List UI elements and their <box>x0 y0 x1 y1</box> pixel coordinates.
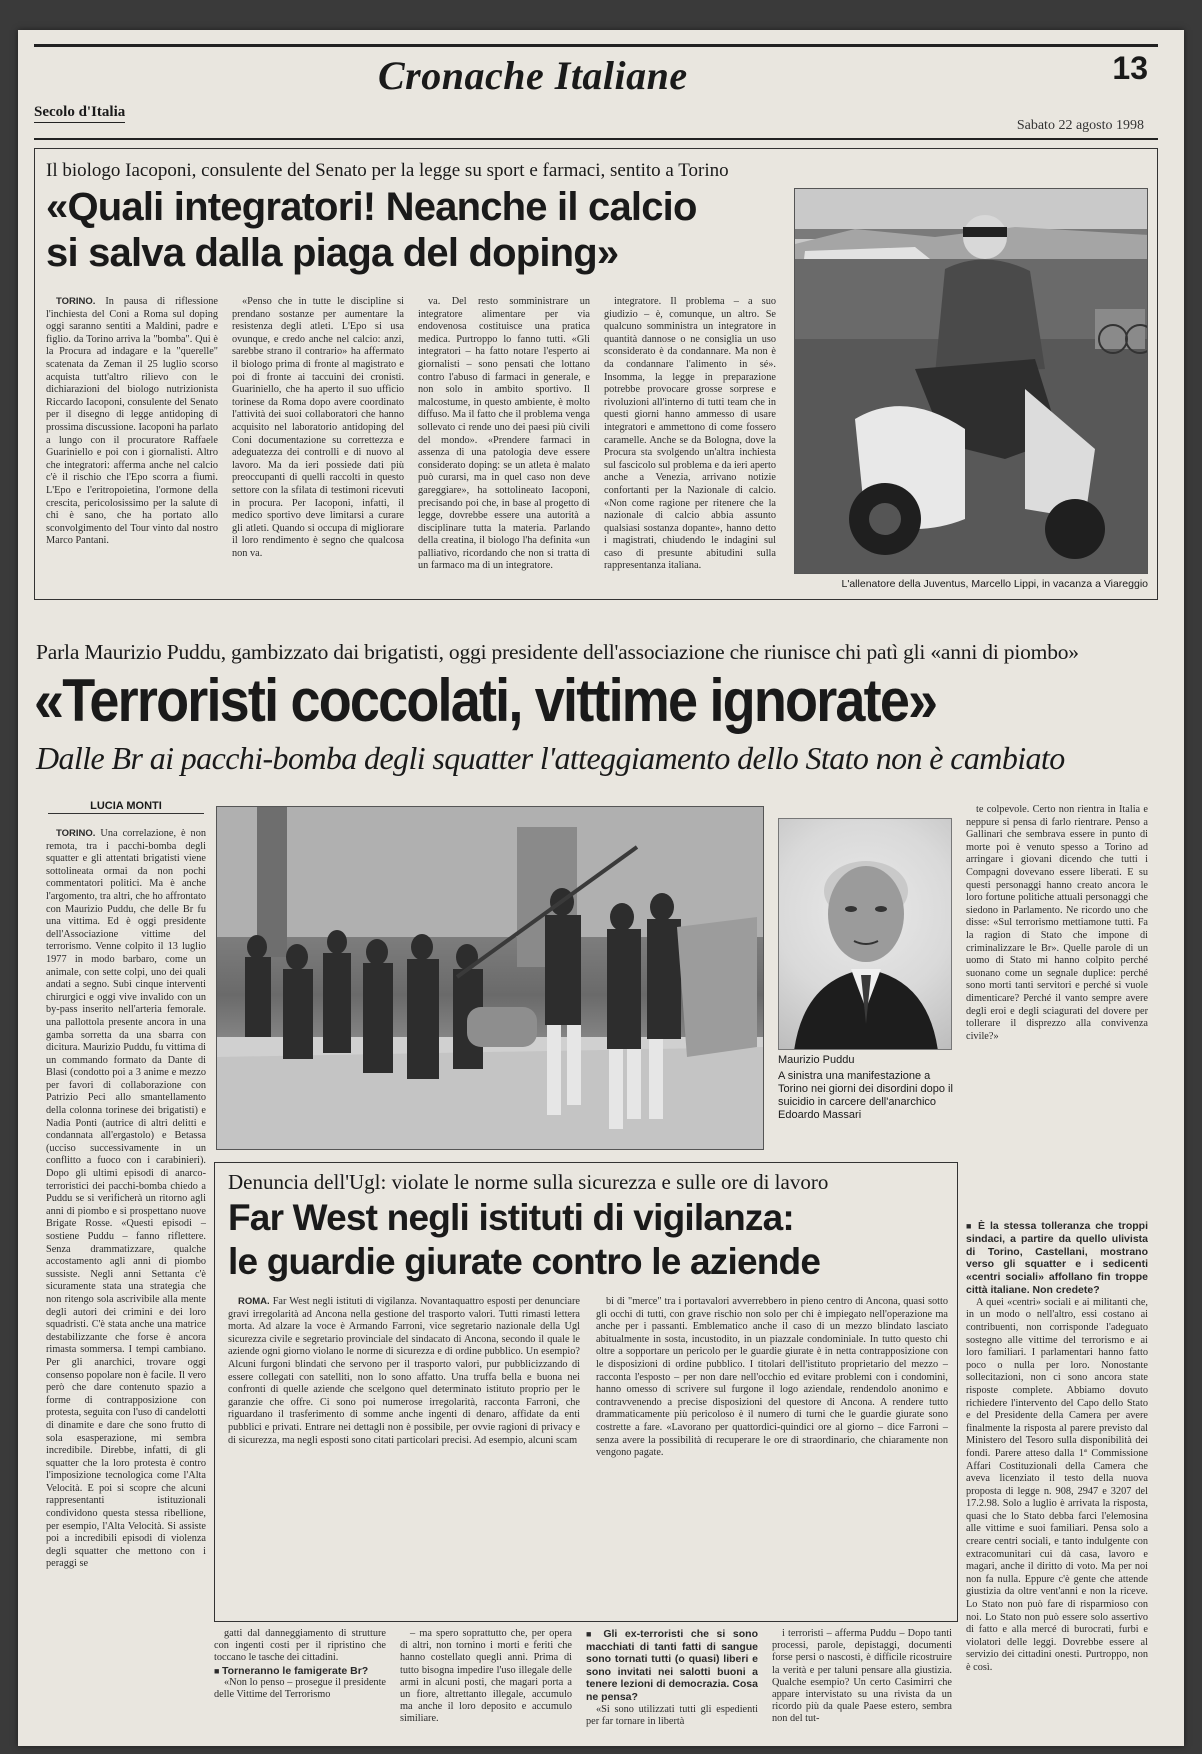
photo-maurizio-puddu <box>778 818 952 1050</box>
masthead-top-rule <box>34 44 1158 47</box>
column-text: va. Del resto somministrare un integratore alimentare per via endovenosa costituisce una pratica medica. Purtroppo lo fanno tutti. «Gli integratori – ha fatto notare l'esperto ai giornalisti – sono pensati che lottano contro l'abuso di farmaci in generale, e non solo in ambito sportivo. Il malcostume, in questo ambiente, è molto diffuso. Ma il fatto che il problema venga sollevato ci rende uno dei paesi più civili del mondo». «Prendere farmaci in assenza di una patologia deve essere considerato doping: se un atleta è malato può curarsi, ma in quel caso non deve gareggiare», ha sottolineato Iacoponi, precisando poi che, in base al progetto di legge, dovrebbe essere una autorità a disciplinare tutta la materia. Parlando della creatina, il biologo l'ha definita «un palliativo, ricordando che non si tratta di un farmaco ma di un integratore. <box>418 296 590 572</box>
issue-date: Sabato 22 agosto 1998 <box>1016 118 1144 133</box>
text-column <box>586 1628 758 1734</box>
dateline: TORINO. <box>56 828 96 839</box>
column-text: te colpevole. Certo non rientra in Italia e neppure si pensa di farlo rientrare. Penso a Gallinari che sembrava essere in punto di morte poi è venuto spesso a Torino ad arringare i giovani dicendo che tutti i Compagni dovevano essere liberati. E su questi personaggi hanno creato ancora le loro fortune politiche attuali personaggi che siedono in Parlamento. Ne ricordo uno che disse: «Sul terrorismo mettiamone tutti. Fa la ragion di Stato che impone di criminalizzare le Br». Quelle parole di un uomo di Stato mi hanno colpito perché suonano come un segnale duplice: perché sono morti tanti servitori e perché si vuole dimenticare? Perché il vanto sempre avere degli eroi e degli sciagurati del dovere per tollerare il disprezzo alla convivenza civile?» <box>966 804 1148 1042</box>
column-text: «Si sono utilizzati tutti gli espedienti per far tornare in libertà <box>586 1703 758 1727</box>
text-column <box>604 296 776 592</box>
column-text: – ma spero soprattutto che, per opera di altri, non tornino i morti e feriti che hanno costellato quegli anni. Prima di tutto bisogna impedire l'uso illegale delle armi in alcuni posti, che magari porta a un fiore, altrettanto illegale, accumulo ma anche il loro deposito e accumulo similiare. <box>400 1628 572 1725</box>
article-puddu-continuation <box>214 1628 958 1734</box>
text-column <box>418 296 590 592</box>
interview-question: ■ Torneranno le famigerate Br? <box>214 1665 386 1678</box>
article-puddu-deck: Dalle Br ai pacchi-bomba degli squatter l'atteggiamento dello Stato non è cambiato <box>36 740 1065 776</box>
column-text: gatti dal danneggiamento di strutture con ingenti costi per il ripristino che toccano le tasche dei cittadini. <box>214 1628 386 1664</box>
article-doping-body <box>46 296 786 592</box>
page-number: 13 <box>1112 50 1148 86</box>
paper-name: Secolo d'Italia <box>34 104 125 123</box>
text-column <box>46 296 218 592</box>
text-column <box>232 296 404 592</box>
column-text: integratore. Il problema – a suo giudizio – è, comunque, un altro. Se qualcuno somministra un integratore in quantità dannose o ne consiglia un uso sconsiderato è da condannare. Ma non è da condannare l'alimento in sé». Insomma, la legge in preparazione potrebbe provocare grosse sorprese e rivoluzioni all'interno di tutti team che in questi giorni hanno ammesso di usare integratori e ammettono di come fossero caramelle. Anche se da Bologna, dove la Procura sta svolgendo un'altra inchiesta sul fascicolo sul problema e da ieri aperto anche a Venezia, arrivano notizie confortanti per la Nazionale di calcio. «Non come ragione per ritenere che la nazionale di calcio abbia assunto qualsiasi sostanza dopante», hanno detto i magistrati, chiudendo le indagini sul caso di presunte abitudini sulla rappresentanza italiana. <box>604 296 776 572</box>
dateline: ROMA. <box>238 1296 270 1307</box>
dateline: TORINO. <box>56 296 96 307</box>
photo-demonstration-illustration <box>217 807 764 1150</box>
text-column <box>966 1220 1148 1725</box>
headline-line: si salva dalla piaga del doping» <box>46 231 619 275</box>
photo-lippi-scooter <box>794 188 1148 574</box>
column-text: Far West negli istituti di vigilanza. Novantaquattro esposti per denunciare gravi irregolarità ad Ancona nella gestione del trasporto valori. Tutti rimasti lettera morta. Ad alzare la voce è Armando Farroni, vice segretario nazionale della Ugl sicurezza civile e segretario provinciale del sindacato di Ancona, secondo il quale le aziende ogni giorno violano le norme di sicurezza e di ordine pubblico. Un esempio? Alcuni furgoni blindati che servono per il trasporto valori, pur pubblicizzando di essere collegati con satelliti, non lo sono affatto. Una truffa bella e buona nei confronti di quelle aziende che scelgono quel determinato istituto proprio per le garanzie che offre. Ci sono poi numerose irregolarità, racconta Farroni, che riguardano il trasferimento di somme anche ingenti di denaro, affidate da enti pubblici e privati. Entrare nei dettagli non è possibile, per ovvie ragioni di privacy e di sicurezza, ma negli esposti sono citati particolari precisi. Ad esempio, alcuni scam <box>228 1296 580 1446</box>
text-column <box>46 828 206 1728</box>
article-vigilanza-body <box>228 1296 948 1616</box>
photo-demonstration-caption: A sinistra una manifestazione a Torino nei giorni dei disordini dopo il suicidio in carcere dell'anarchico Edoardo Massari <box>778 1070 953 1121</box>
article-doping-kicker: Il biologo Iacoponi, consulente del Senato per la legge su sport e farmaci, sentito a Torino <box>46 160 729 181</box>
interview-question: ■ Gli ex-terroristi che si sono macchiati di tanti fatti di sangue sono tornati tutti (o quasi) liberi e sono invitati nei salotti buoni a tenere lezioni di democrazia. Cosa ne pensa? <box>586 1628 758 1704</box>
text-column <box>772 1628 952 1734</box>
text-column <box>228 1296 580 1614</box>
photo-puddu-caption-name: Maurizio Puddu <box>778 1054 855 1066</box>
column-text: «Penso che in tutte le discipline si prendano sostanze per aumentare la resistenza degli atleti. L'Epo si usa ovunque, e credo anche nel calcio: anzi, sarebbe strano il contrario» ha affermato il biologo prima di fronte al magistrato e poi di fronte ai taccuini dei cronisti. Guariniello, che ha aperto il suo ufficio torinese da Roma dopo avere coordinato l'attività dei suoi collaboratori che hanno acquisito nel laboratorio antidoping del Coni documentazione su correttezza e adeguatezza dei controlli e di nuovo al lavoro. Ma da ieri possiede dati più preoccupanti di quelli raccolti in questo settore con la sfilata di testimoni ricevuti in procura. Per Iacoponi, infatti, il medico sportivo deve limitarsi a curare gli atleti. Quando si occupa di migliorare il loro rendimento è segno che qualcosa non va. <box>232 296 404 559</box>
article-puddu-kicker: Parla Maurizio Puddu, gambizzato dai brigatisti, oggi presidente dell'associazione che riunisce chi patì gli «anni di piombo» <box>36 640 1079 664</box>
byline: LUCIA MONTI <box>48 800 204 814</box>
column-text: Una correlazione, è non remota, tra i pacchi-bomba degli squatter e gli attentati brigatisti viene sottolineata ormai da non pochi commentatori politici. Ma è anche l'argomento, tra altri, che ho affrontato con Maurizio Puddu, che delle Br fu una vittima. Ed è oggi presidente dell'Associazione vittime del terrorismo. Venne colpito il 13 luglio 1977 in modo barbaro, come un animale, con sette colpi, uno dei quali andati a segno. Subì cinque interventi chirurgici e oggi vive invalido con un by-pass inserito nell'arteria femorale. una pallottola presente ancora in una gamba sorretta da una sbarra con dicitura. Maurizio Puddu, fu vittima di un commando formato da Dante di Blasi (condotto poi a 3 anime e mezzo per favori di collaborazione con Patrizio Peci allo smantellamento della colonna torinese dei brigatisti) e Nadia Ponti (autrice di altri delitti e condannata all'ergastolo) e Betassa (ucciso successivamente in un conflitto a fuoco con i carabinieri). Dopo gli ultimi episodi di anarco-terroristici dei pacchi-bomba chiedo a Puddu se si verificherà un ritorno agli anni di piombo e si prospettano nuove Brigate Rosse. «Questi episodi – sostiene Puddu – fanno riflettere. Senza drammatizzare, qualche accostamento agli anni di piombo sussiste. Negli anni Settanta c'è sicuramente stata una strategia che non ritengo sola ascrivibile alla mente degli autori dei crimini e dei loro squadristi. C'è stata anche una matrice destabilizzante che forse è ancora rimasta sommersa. I tempi cambiano. Per gli anarchici, trovare oggi consenso popolare non è facile. Il vero però che dare contenuto spazio a forme di contrapposizione con protesta, seguita con l'uso di candelotti di dinamite e dare che sono frutto di sola esasperazione, mi sembra incredibile. Direbbe, infatti, di gli squatter che la loro protesta è contro l'imposizione tecnologica come l'Alta Velocità. E poi si scopre che alcuni rappresentanti istituzionali condividono questa stessa ribellione, per esempio, l'Alta Velocità. Si assiste poi a incredibili episodi di violenza degli squatter che mettono con i peraggi se <box>46 828 206 1570</box>
column-text: bi di "merce" tra i portavalori avverrebbero in pieno centro di Ancona, quasi sotto gli occhi di tutti, con grave rischio non solo per chi è impiegato nell'operazione ma anche per i passanti. Emblematico anche il caso di un mezzo blindato lasciato abitualmente in sosta, incustodito, in un piazzale condominiale. In tutto questo chi oltre a sopportare un pericolo per le guardie giurate è in netta contrapposizione con le disposizioni di ordine pubblico. I titolari dell'istituto proprietario del mezzo – racconta l'esposto – per non dare nell'occhio ed evitare problemi con i condomini, hanno omesso di scrivere sul furgone il logo aziendale, rendendolo anonimo e contravvenendo a precise disposizioni del questore di Ancona. A rendere tutto drammaticamente più pericoloso è il numero di turni che le guardie giurate sono costrette a fare. «Lavorano per quattordici-quindici ore al giorno – dice Farroni – senza avere la possibilità di recuperare le ore di straordinario, che chiaramente non vengono pagate. <box>596 1296 948 1459</box>
section-title: Cronache Italiane <box>378 53 688 98</box>
text-column <box>400 1628 572 1734</box>
newspaper-page <box>18 30 1184 1746</box>
article-vigilanza-kicker: Denuncia dell'Ugl: violate le norme sulla sicurezza e sulle ore di lavoro <box>228 1170 829 1194</box>
column-text: In pausa di riflessione l'inchiesta del Coni a Roma sul doping oggi saranno sentiti a Maldini, padre e figlio. da Torino arriva la "bomba". Qui è la Procura ad indagare e la "querelle" scatenata da Zeman il 25 luglio scorso acquista tutt'altro rilievo con le dichiarazioni del biologo nutrizionista Riccardo Iacoponi, consulente del Senato per il disegno di legge antidoping di prossima discussione. Iacoponi ha parlato a lungo con il procuratore Raffaele Guariniello e poi con i giornalisti. Altro che integratori: afferma anche nel calcio c'è il rischio che l'Epo scorra a fiumi. L'Epo e l'eritropoietina, l'ormone della crescita, pericolosissimo per la salute di chi è sano, che ha portato allo sconvolgimento del Tour vinto dal nostro Marco Pantani. <box>46 296 218 547</box>
headline-line: «Quali integratori! Neanche il calcio <box>46 185 697 229</box>
article-vigilanza-headline <box>228 1196 948 1284</box>
text-column <box>214 1628 386 1734</box>
photo-maurizio-puddu-illustration <box>779 819 952 1050</box>
column-text: A quei «centri» sociali e ai militanti che, in un modo o nell'altro, essi costano ai contribuenti, non corrisponde l'adeguato sostegno alle vittime del terrorismo e ai loro familiari. I parlamentari hanno fatto poco o nulla per loro. Nonostante sollecitazioni, non ci sono ancora state risposte complete. Abbiamo dovuto richiedere l'intervento del Capo dello Stato e del Presidente della Camera per avere finalmente la risposta al parere previsto dal Ministero del Tesoro sulla disponibilità dei fondi. Parere atteso dalla 1ª Commissione Affari Costituzionali della Camera che aveva licenziato il testo della nuova proposta di legge n. 908, 2947 e 3207 del 17.2.98. Solo a luglio è arrivata la risposta, quasi che lo Stato debba farci l'elemosina alle vittime e suoi familiari. Pensa solo a creare centri sociali, e tanto indulgente con extracomunitari cui dà casa, lavoro e magari, anche il diritto di voto. Ma per noi non fa nulla. Eppure c'è gente che attende giustizia da oltre vent'anni e non la riceve. Lo Stato non può fare di risparmioso con noi. Lo Stato non può essere solo assertivo di fatto e alla mercé di burocrati, furbi e violatori delle leggi. Dovrebbe essere al servizio dei cittadini onesti. Purtroppo, non è così. <box>966 1296 1148 1673</box>
headline-line: le guardie giurate contro le aziende <box>228 1241 821 1282</box>
interview-question: ■ È la stessa tolleranza che troppi sindaci, a partire da quello ulivista di Torino, Castellani, mostrano verso gli squatter e i sedicenti «centri sociali» affollano fin troppe città italiane. Non credete? <box>966 1220 1148 1297</box>
masthead-bottom-rule <box>34 138 1158 140</box>
article-puddu-headline: «Terroristi coccolati, vittime ignorate» <box>34 667 937 734</box>
photo-lippi-caption: L'allenatore della Juventus, Marcello Lippi, in vacanza a Viareggio <box>841 578 1148 590</box>
article-doping-headline <box>46 184 766 276</box>
photo-demonstration <box>216 806 764 1150</box>
headline-line: Far West negli istituti di vigilanza: <box>228 1197 794 1238</box>
text-column <box>966 804 1148 1204</box>
text-column <box>596 1296 948 1614</box>
column-text: i terroristi – afferma Puddu – Dopo tanti processi, parole, depistaggi, documenti forse persi o nascosti, è difficile ricostruire la verità e per taluni pensare alla giustizia. Qualche esempio? Un certo Casimirri che appare intervistato su una rivista da un ricordo più da quale Paese estero, sembra non del tut- <box>772 1628 952 1725</box>
photo-lippi-scooter-illustration <box>795 189 1148 574</box>
column-text: «Non lo penso – prosegue il presidente delle Vittime del Terrorismo <box>214 1677 386 1701</box>
